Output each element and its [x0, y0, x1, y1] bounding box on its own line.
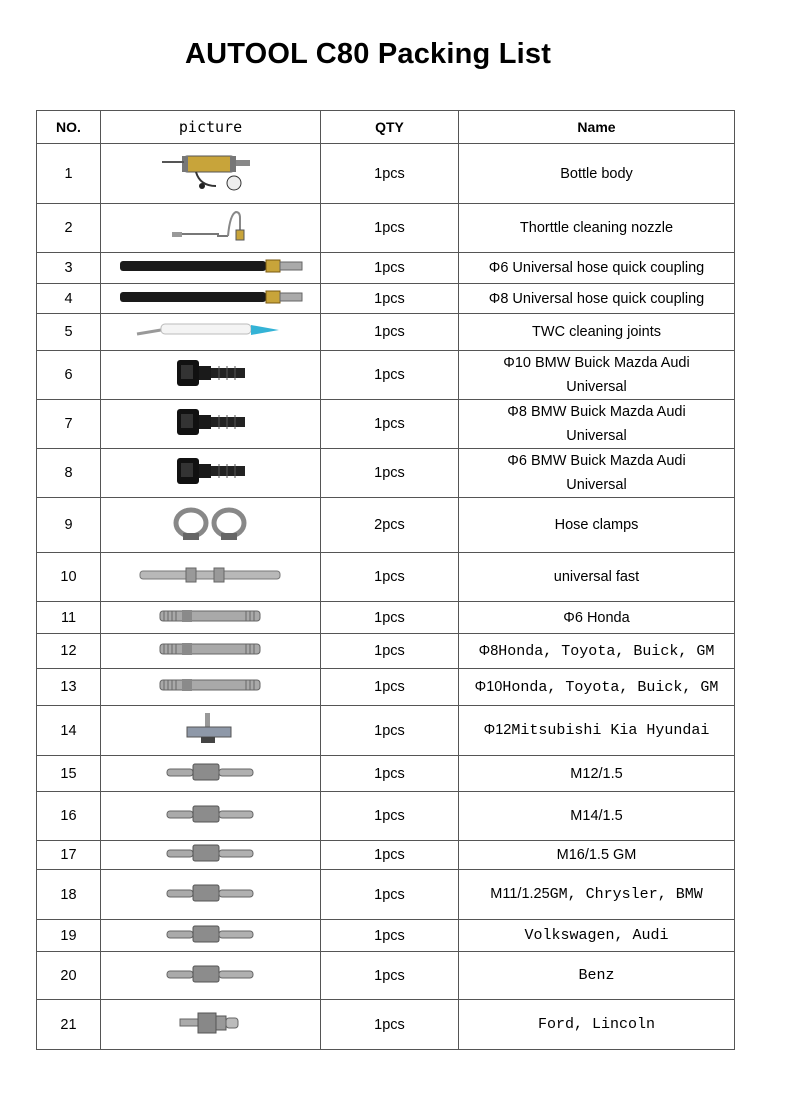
- table-header-row: [37, 111, 735, 144]
- valve-adapter-icon: [101, 1009, 320, 1041]
- row-qty: 1pcs: [321, 351, 459, 400]
- row-picture: [101, 634, 321, 669]
- row-number: 8: [37, 449, 101, 498]
- row-qty: 1pcs: [321, 314, 459, 351]
- row-picture: [101, 498, 321, 553]
- row-number: 4: [37, 284, 101, 314]
- flat-adapter-icon: [101, 711, 320, 751]
- row-qty: 1pcs: [321, 449, 459, 498]
- row-picture: [101, 400, 321, 449]
- table-row: [37, 870, 735, 920]
- hose-icon: [101, 287, 320, 311]
- row-picture: [101, 669, 321, 706]
- row-name: [459, 351, 735, 400]
- row-number: 14: [37, 706, 101, 756]
- row-qty: 1pcs: [321, 602, 459, 634]
- long-fitting-icon: [101, 565, 320, 589]
- table-row: [37, 669, 735, 706]
- hose-clamp-icon: [101, 503, 320, 547]
- name-text: universal fast: [553, 569, 640, 585]
- name-text: Benz: [578, 967, 615, 984]
- adapter-icon: [101, 802, 320, 830]
- row-name: [459, 284, 735, 314]
- header-no: NO.: [37, 111, 101, 144]
- row-qty: 1pcs: [321, 920, 459, 952]
- table-row: [37, 952, 735, 1000]
- table-row: [37, 144, 735, 204]
- row-number: 3: [37, 253, 101, 284]
- name-text: Φ10 BMW Buick Mazda Audi: [503, 355, 690, 371]
- table-row: [37, 284, 735, 314]
- table-row: [37, 314, 735, 351]
- row-name: [459, 602, 735, 634]
- row-number: 16: [37, 792, 101, 841]
- row-number: 2: [37, 204, 101, 253]
- row-picture: [101, 351, 321, 400]
- adapter-icon: [101, 760, 320, 788]
- row-name: [459, 952, 735, 1000]
- name-text: M12/1.5: [570, 765, 623, 782]
- row-picture: [101, 920, 321, 952]
- name-text: Φ6 BMW Buick Mazda Audi: [507, 453, 686, 469]
- name-text: Hose clamps: [554, 517, 639, 533]
- table-row: [37, 920, 735, 952]
- row-name: [459, 553, 735, 602]
- row-number: 11: [37, 602, 101, 634]
- name-text: TWC cleaning joints: [532, 324, 661, 340]
- row-qty: 2pcs: [321, 498, 459, 553]
- black-connector-icon: [101, 454, 320, 492]
- page-title: AUTOOL C80 Packing List: [184, 38, 552, 70]
- row-qty: 1pcs: [321, 870, 459, 920]
- table-row: [37, 1000, 735, 1050]
- row-number: 7: [37, 400, 101, 449]
- name-text: M16/1.5 GM: [556, 847, 637, 863]
- twc-joint-icon: [101, 318, 320, 346]
- name-prefix: M11/1.25: [490, 886, 550, 902]
- row-qty: 1pcs: [321, 634, 459, 669]
- black-connector-icon: [101, 356, 320, 394]
- row-picture: [101, 841, 321, 870]
- row-number: 19: [37, 920, 101, 952]
- row-qty: 1pcs: [321, 400, 459, 449]
- name-prefix: Φ12: [483, 722, 512, 738]
- row-number: 21: [37, 1000, 101, 1050]
- name-text: Mitsubishi Kia Hyundai: [511, 722, 710, 739]
- row-number: 5: [37, 314, 101, 351]
- row-name: [459, 1000, 735, 1050]
- name-text: Φ6 Universal hose quick coupling: [488, 260, 705, 276]
- table-row: [37, 792, 735, 841]
- row-name: [459, 498, 735, 553]
- name-text-line2: Universal: [566, 379, 627, 395]
- packing-list-table: [36, 110, 735, 1050]
- row-number: 10: [37, 553, 101, 602]
- row-qty: 1pcs: [321, 792, 459, 841]
- table-row: [37, 253, 735, 284]
- threaded-rod-icon: [101, 641, 320, 661]
- row-qty: 1pcs: [321, 756, 459, 792]
- row-picture: [101, 204, 321, 253]
- name-text: Honda, Toyota, Buick, GM: [502, 678, 719, 696]
- row-number: 1: [37, 144, 101, 204]
- row-number: 13: [37, 669, 101, 706]
- row-qty: 1pcs: [321, 952, 459, 1000]
- row-number: 12: [37, 634, 101, 669]
- row-number: 18: [37, 870, 101, 920]
- name-text: Φ8 Universal hose quick coupling: [488, 290, 705, 307]
- row-name: [459, 253, 735, 284]
- table-row: [37, 204, 735, 253]
- row-picture: [101, 314, 321, 351]
- row-name: [459, 841, 735, 870]
- row-name: [459, 144, 735, 204]
- table-row: [37, 706, 735, 756]
- name-prefix: Φ10: [474, 678, 503, 695]
- header-qty: QTY: [321, 111, 459, 144]
- row-qty: 1pcs: [321, 553, 459, 602]
- bottle-body-icon: [101, 150, 320, 198]
- row-picture: [101, 144, 321, 204]
- adapter-icon: [101, 922, 320, 950]
- row-picture: [101, 756, 321, 792]
- row-qty: 1pcs: [321, 204, 459, 253]
- table-row: [37, 553, 735, 602]
- row-number: 15: [37, 756, 101, 792]
- name-text: Volkswagen, Audi: [524, 927, 669, 944]
- name-text-line2: Universal: [566, 477, 627, 493]
- row-picture: [101, 952, 321, 1000]
- name-prefix: Φ8: [478, 642, 499, 659]
- row-picture: [101, 449, 321, 498]
- name-text: GM, Chrysler, BMW: [549, 886, 703, 903]
- row-number: 20: [37, 952, 101, 1000]
- row-name: [459, 669, 735, 706]
- row-qty: 1pcs: [321, 284, 459, 314]
- row-picture: [101, 253, 321, 284]
- row-picture: [101, 602, 321, 634]
- row-picture: [101, 1000, 321, 1050]
- name-text: Φ6 Honda: [563, 609, 630, 626]
- row-number: 6: [37, 351, 101, 400]
- adapter-icon: [101, 962, 320, 990]
- row-picture: [101, 284, 321, 314]
- row-picture: [101, 706, 321, 756]
- row-name: [459, 204, 735, 253]
- row-name: [459, 400, 735, 449]
- row-picture: [101, 792, 321, 841]
- row-qty: 1pcs: [321, 1000, 459, 1050]
- row-qty: 1pcs: [321, 253, 459, 284]
- table-row: [37, 400, 735, 449]
- name-text-line2: Universal: [566, 428, 627, 444]
- row-name: [459, 706, 735, 756]
- table-row: [37, 498, 735, 553]
- table-row: [37, 634, 735, 669]
- black-connector-icon: [101, 405, 320, 443]
- hose-icon: [101, 256, 320, 280]
- row-name: [459, 920, 735, 952]
- threaded-rod-icon: [101, 608, 320, 628]
- row-name: [459, 634, 735, 669]
- name-text: Thorttle cleaning nozzle: [519, 220, 674, 236]
- name-text: Φ8 BMW Buick Mazda Audi: [507, 404, 686, 420]
- row-name: [459, 756, 735, 792]
- row-picture: [101, 553, 321, 602]
- name-text: Honda, Toyota, Buick, GM: [498, 642, 715, 660]
- name-text: Ford, Lincoln: [537, 1016, 656, 1033]
- table-row: [37, 351, 735, 400]
- row-number: 9: [37, 498, 101, 553]
- threaded-rod-icon: [101, 677, 320, 697]
- table-row: [37, 449, 735, 498]
- row-qty: 1pcs: [321, 144, 459, 204]
- table-row: [37, 602, 735, 634]
- adapter-icon: [101, 881, 320, 909]
- name-text: Bottle body: [560, 165, 633, 182]
- table-row: [37, 841, 735, 870]
- row-picture: [101, 870, 321, 920]
- row-number: 17: [37, 841, 101, 870]
- row-name: [459, 314, 735, 351]
- table-row: [37, 756, 735, 792]
- header-name: Name: [459, 111, 735, 144]
- row-qty: 1pcs: [321, 841, 459, 870]
- throttle-nozzle-icon: [101, 206, 320, 250]
- row-name: [459, 449, 735, 498]
- row-name: [459, 870, 735, 920]
- name-text: M14/1.5: [570, 808, 623, 824]
- row-qty: 1pcs: [321, 669, 459, 706]
- header-picture: picture: [101, 111, 321, 144]
- adapter-icon: [101, 841, 320, 869]
- row-name: [459, 792, 735, 841]
- row-qty: 1pcs: [321, 706, 459, 756]
